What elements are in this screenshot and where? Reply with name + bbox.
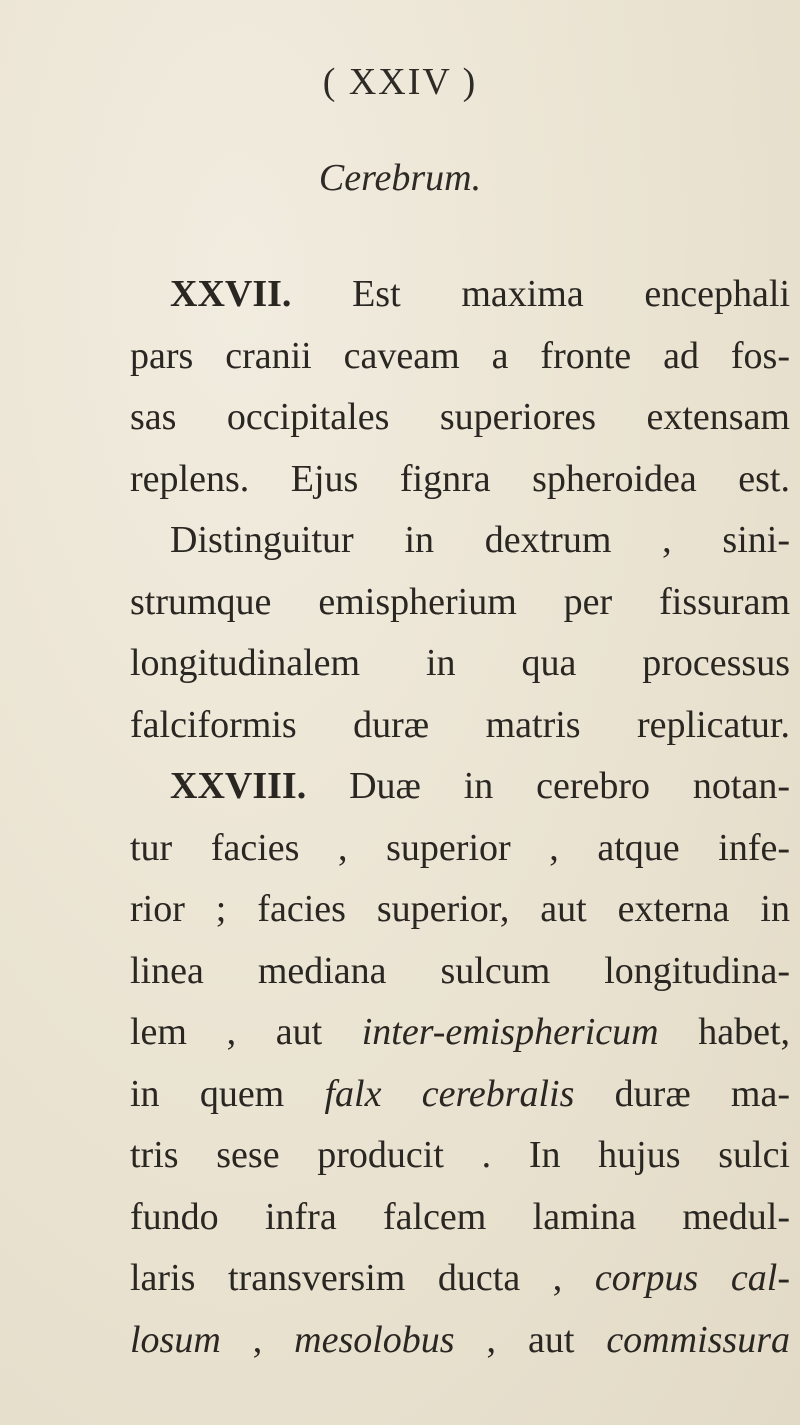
text-segment: laris transversim ducta , xyxy=(130,1257,595,1299)
text-line: strumque emispherium per fissuram xyxy=(130,580,790,623)
italic-term: mesolobus xyxy=(294,1318,455,1361)
italic-term: commissura xyxy=(606,1318,790,1361)
text-segment: Duæ in cerebro notan- xyxy=(306,765,790,807)
text-line xyxy=(130,1002,790,1064)
text-line: falciformis duræ matris replicatur. xyxy=(130,703,790,746)
text-line xyxy=(130,1248,790,1310)
text-line xyxy=(130,1064,790,1126)
italic-term: falx cerebralis xyxy=(324,1072,575,1115)
section-title: Cerebrum. xyxy=(318,157,482,199)
section-number: XXVIII. xyxy=(170,765,307,807)
text-line xyxy=(130,264,790,326)
text-line: fundo infra falcem lamina medul- xyxy=(130,1195,790,1238)
text-line: Distinguitur in dextrum , sini- xyxy=(170,519,790,561)
section-number: XXVII. xyxy=(170,273,292,315)
text-segment: duræ ma- xyxy=(574,1072,790,1115)
text-line: replens. Ejus fignra spheroidea est. xyxy=(130,457,790,500)
text-segment: lem , aut xyxy=(130,1011,362,1053)
text-line: linea mediana sulcum longitudina- xyxy=(130,949,790,992)
text-line: tris sese producit . In hujus sulci xyxy=(130,1134,790,1176)
italic-term: inter-emisphericum xyxy=(361,1011,659,1053)
text-segment: Est maxima encephali xyxy=(291,273,790,315)
italic-term: corpus cal- xyxy=(594,1257,790,1299)
text-segment: , xyxy=(220,1318,295,1361)
text-segment: , aut xyxy=(454,1318,607,1361)
text-line xyxy=(130,1310,790,1372)
italic-term: losum xyxy=(130,1318,221,1361)
text-line xyxy=(130,756,790,818)
text-line: sas occipitales superiores extensam xyxy=(130,396,790,438)
body-text xyxy=(130,264,790,1371)
text-line: tur facies , superior , atque infe- xyxy=(130,826,790,869)
text-segment: habet, xyxy=(658,1011,790,1053)
text-line: pars cranii caveam a fronte ad fos- xyxy=(130,334,790,377)
text-line: rior ; facies superior, aut externa in xyxy=(130,888,790,930)
text-segment: in quem xyxy=(130,1072,325,1115)
text-line: longitudinalem in qua processus xyxy=(130,642,790,684)
page-number: ( XXIV ) xyxy=(322,61,478,103)
